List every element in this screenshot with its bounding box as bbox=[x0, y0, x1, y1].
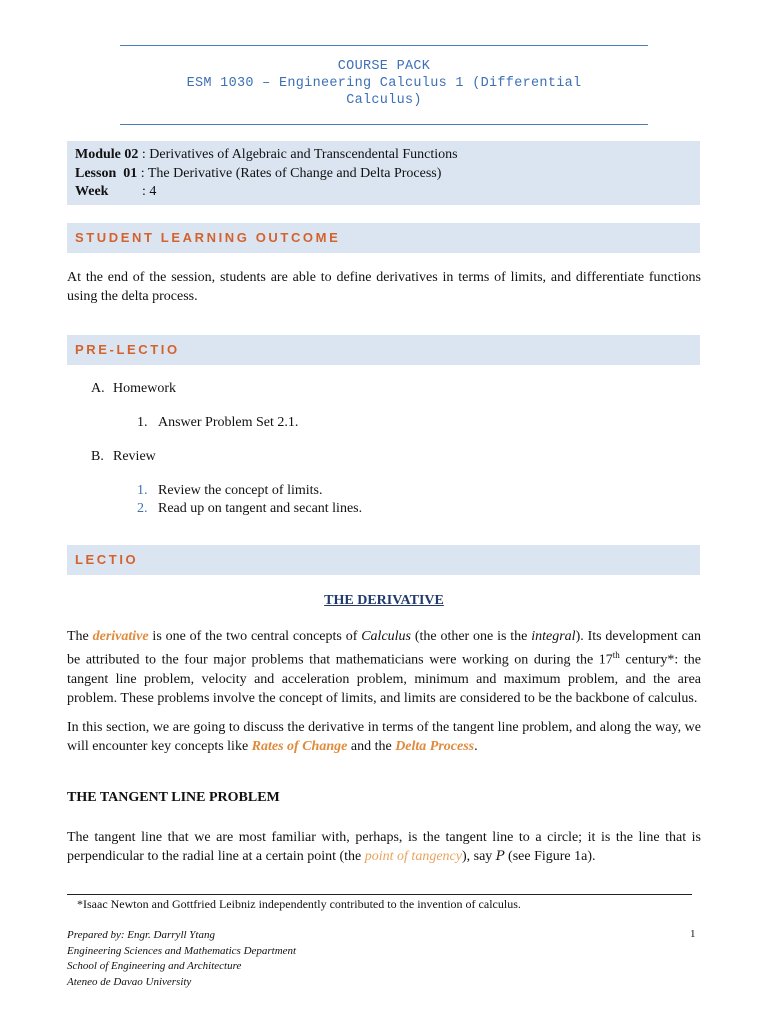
module-label: Module 02 bbox=[75, 147, 139, 162]
section-lectio: LECTIO bbox=[67, 545, 700, 575]
course-title bbox=[120, 58, 648, 109]
text-run: (see Figure 1a). bbox=[504, 849, 596, 864]
tangent-line-problem-heading: THE TANGENT LINE PROBLEM bbox=[67, 790, 280, 805]
section-intro-paragraph bbox=[67, 718, 701, 756]
homework-marker: A. bbox=[91, 381, 105, 396]
review-subitem-number: 1. bbox=[137, 483, 148, 498]
lesson-label: Lesson 01 bbox=[75, 165, 138, 181]
prepared-by-block bbox=[67, 928, 296, 990]
week-row bbox=[75, 183, 692, 202]
text-run: In this section, we are going to discuss the derivative in terms of the tangent line problem, and along the way, we will encounter key concepts like bbox=[67, 720, 701, 754]
module-value: : Derivatives of Algebraic and Transcendental Functions bbox=[141, 147, 458, 162]
derivative-intro-paragraph bbox=[67, 627, 701, 708]
text-run: The bbox=[67, 629, 93, 644]
text-run: (the other one is the bbox=[411, 629, 532, 644]
department-line: Engineering Sciences and Mathematics Department bbox=[67, 944, 297, 957]
section-pre-lectio: PRE-LECTIO bbox=[67, 335, 700, 365]
text-run: century*: the tangent line problem, velocity and acceleration problem, minimum and maximum problem, and the area problem. These problems involve the concept of limits, and limits are considered to be the backbone of calculus. bbox=[67, 652, 701, 706]
course-pack-label: COURSE PACK bbox=[337, 59, 431, 74]
text-run: is one of the two central concepts of bbox=[148, 629, 362, 644]
review-subitem-text: Review the concept of limits. bbox=[158, 483, 323, 498]
school-line: School of Engineering and Architecture bbox=[67, 960, 242, 972]
footnote-rule bbox=[67, 894, 692, 895]
calculus-term: Calculus bbox=[361, 629, 411, 644]
homework-item bbox=[91, 380, 176, 398]
derivative-heading: THE DERIVATIVE bbox=[324, 593, 444, 608]
review-label: Review bbox=[113, 449, 156, 464]
footnote: *Isaac Newton and Gottfried Leibniz independently contributed to the invention of calculus. bbox=[77, 897, 521, 911]
homework-subitem-text: Answer Problem Set 2.1. bbox=[158, 415, 299, 430]
point-of-tangency-term: point of tangency bbox=[364, 849, 462, 864]
review-subitem-1 bbox=[137, 482, 322, 500]
point-p: P bbox=[495, 849, 505, 864]
review-subitem-2 bbox=[137, 500, 362, 518]
tangent-line-paragraph bbox=[67, 828, 701, 866]
homework-subitem-number: 1. bbox=[137, 415, 148, 430]
review-subitem-text: Read up on tangent and secant lines. bbox=[158, 501, 363, 516]
header-bottom-rule bbox=[120, 124, 648, 125]
homework-label: Homework bbox=[113, 381, 176, 396]
text-run: The tangent line that we are most familiar with, perhaps, is the tangent line to a circle; it is the line that is perpendicular to the radial line at a certain point (the bbox=[67, 830, 701, 864]
superscript-th: th bbox=[612, 650, 620, 660]
university-line: Ateneo de Davao University bbox=[67, 975, 192, 988]
course-title-line1: ESM 1030 – Engineering Calculus 1 (Differential bbox=[186, 76, 582, 91]
course-title-line2: Calculus) bbox=[346, 93, 422, 108]
lesson-value: : The Derivative (Rates of Change and Delta Process) bbox=[140, 165, 442, 181]
outcome-text: At the end of the session, students are able to define derivatives in terms of limits, and differentiate functions using the delta process. bbox=[67, 270, 701, 304]
module-row bbox=[75, 146, 692, 165]
rates-of-change-term: Rates of Change bbox=[251, 739, 348, 754]
section-student-learning-outcome: STUDENT LEARNING OUTCOME bbox=[67, 223, 700, 253]
week-value: : 4 bbox=[142, 184, 157, 199]
review-marker: B. bbox=[91, 449, 104, 464]
review-item bbox=[91, 448, 156, 466]
page-number: 1 bbox=[690, 928, 696, 940]
lesson-row bbox=[75, 165, 692, 184]
week-label: Week bbox=[75, 184, 109, 199]
review-subitem-number: 2. bbox=[137, 501, 148, 516]
text-run: ). Its development can be attributed to the four major problems that mathematicians were working on during the 17 bbox=[67, 629, 702, 668]
integral-term: integral bbox=[531, 629, 576, 644]
text-run: ), say bbox=[461, 849, 496, 864]
delta-process-term: Delta Process bbox=[395, 739, 475, 754]
homework-subitem-1 bbox=[137, 414, 298, 432]
derivative-term: derivative bbox=[92, 629, 149, 644]
module-info-box bbox=[67, 141, 700, 205]
header-top-rule bbox=[120, 45, 648, 46]
text-run: . bbox=[474, 739, 478, 754]
prepared-by-line: Prepared by: Engr. Darryll Ytang bbox=[67, 929, 215, 941]
text-run: and the bbox=[347, 739, 396, 754]
